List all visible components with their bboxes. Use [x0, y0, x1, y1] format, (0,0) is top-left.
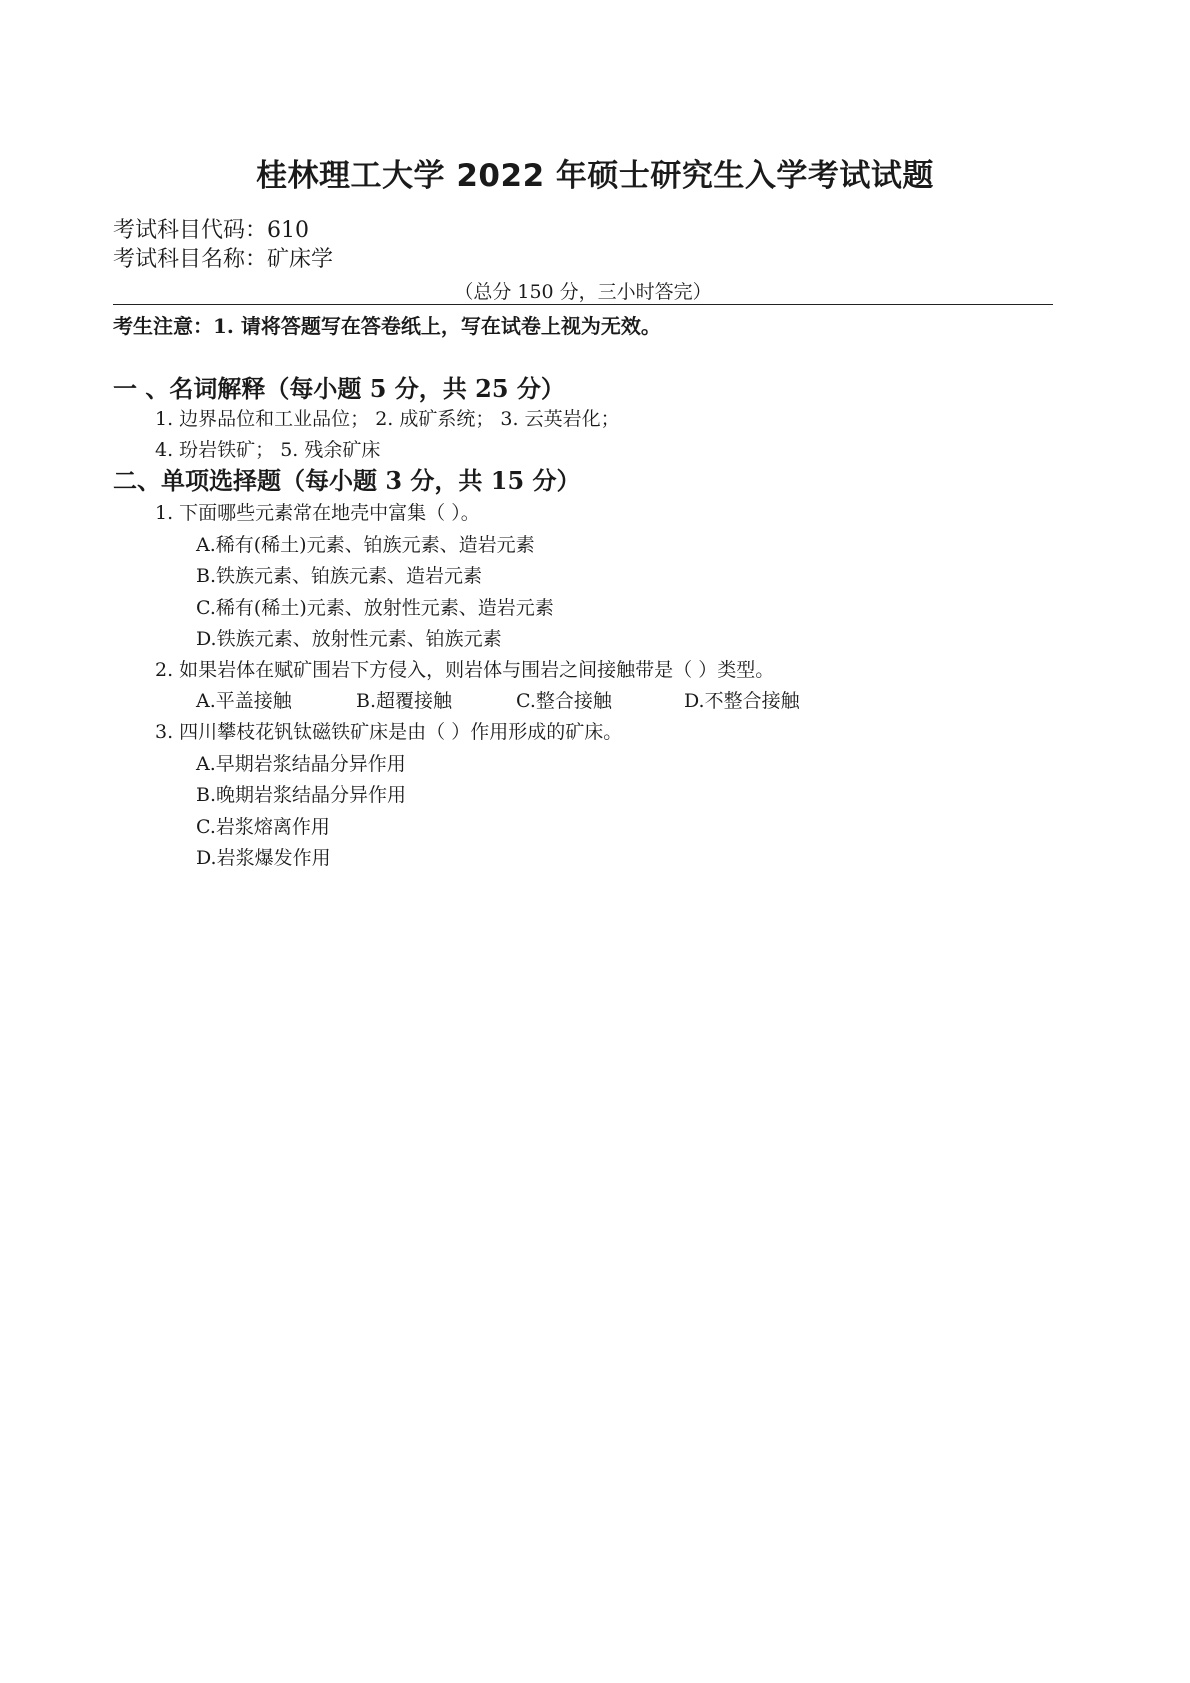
question1-option-b: B.铁族元素、铂族元素、造岩元素 — [196, 565, 483, 587]
subject-code: 考试科目代码：610 — [113, 218, 309, 243]
question1-stem: 1. 下面哪些元素常在地壳中富集（ ）。 — [155, 502, 480, 524]
question1-option-a: A.稀有(稀土)元素、铂族元素、造岩元素 — [196, 534, 535, 556]
exam-notice: 考生注意：1. 请将答题写在答卷纸上，写在试卷上视为无效。 — [113, 314, 661, 338]
header-divider — [113, 304, 1053, 305]
subject-name: 考试科目名称：矿床学 — [113, 247, 334, 272]
question1-option-d: D.铁族元素、放射性元素、铂族元素 — [196, 628, 502, 650]
question2-option-c: C.整合接触 — [516, 690, 612, 712]
question2-stem: 2. 如果岩体在赋矿围岩下方侵入，则岩体与围岩之间接触带是（ ）类型。 — [155, 659, 775, 681]
question3-option-a: A.早期岩浆结晶分异作用 — [196, 753, 406, 775]
question3-option-b: B.晚期岩浆结晶分异作用 — [196, 784, 407, 806]
section1-terms-line2: 4. 玢岩铁矿； 5. 残余矿床 — [155, 439, 381, 461]
question3-stem: 3. 四川攀枝花钒钛磁铁矿床是由（ ）作用形成的矿床。 — [155, 721, 623, 743]
question2-option-d: D.不整合接触 — [684, 690, 800, 712]
score-note: （总分 150 分，三小时答完） — [454, 281, 712, 303]
section1-terms-line1: 1. 边界品位和工业品位； 2. 成矿系统； 3. 云英岩化； — [155, 408, 620, 430]
question2-option-b: B.超覆接触 — [356, 690, 453, 712]
question2-options — [196, 688, 800, 714]
question3-option-d: D.岩浆爆发作用 — [196, 847, 331, 869]
question3-option-c: C.岩浆熔离作用 — [196, 816, 330, 838]
question2-option-a: A.平盖接触 — [196, 690, 292, 712]
section1-heading: 一 、名词解释（每小题 5 分，共 25 分） — [113, 374, 565, 403]
section2-heading: 二、单项选择题（每小题 3 分，共 15 分） — [113, 466, 581, 495]
exam-title: 桂林理工大学 2022 年硕士研究生入学考试试题 — [256, 158, 934, 194]
question1-option-c: C.稀有(稀土)元素、放射性元素、造岩元素 — [196, 597, 554, 619]
